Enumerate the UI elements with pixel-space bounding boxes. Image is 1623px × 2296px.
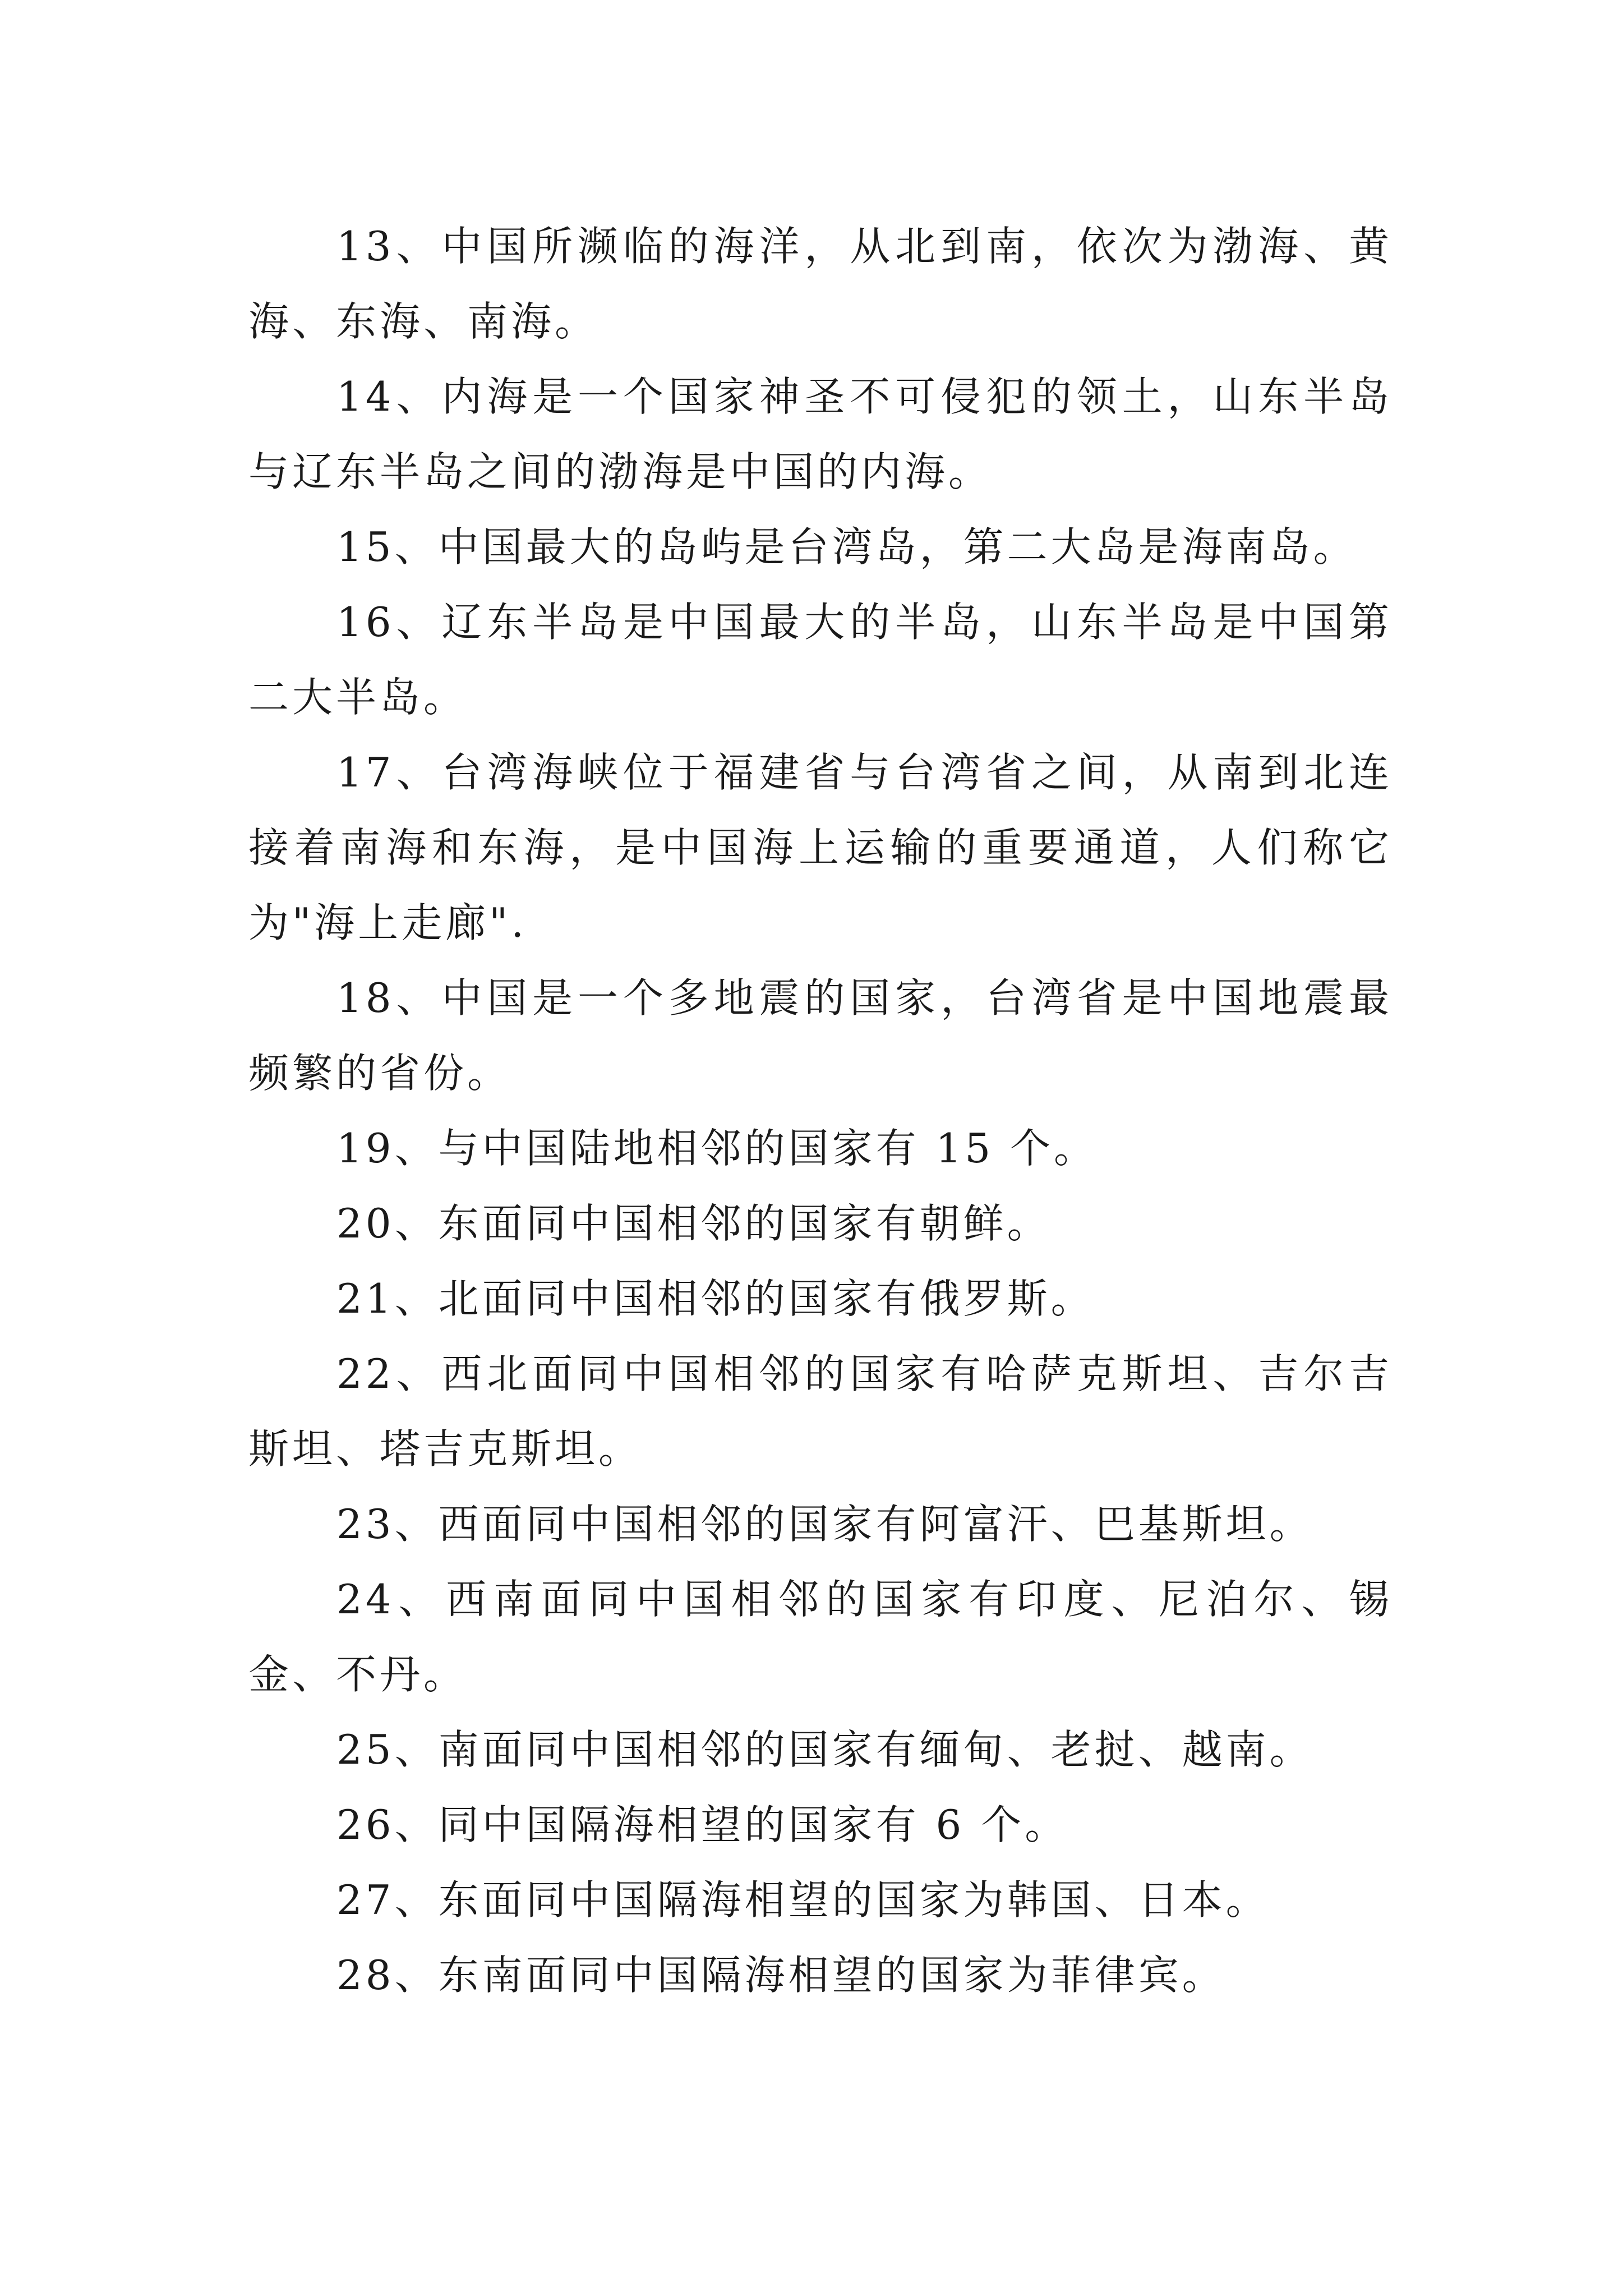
paragraph-17: 17、台湾海峡位于福建省与台湾省之间，从南到北连接着南海和东海，是中国海上运输的重要通道，人们称它为"海上走廊".	[248, 749, 1393, 946]
paragraph-16: 16、辽东半岛是中国最大的半岛，山东半岛是中国第二大半岛。	[248, 599, 1393, 721]
paragraph-27: 27、东面同中国隔海相望的国家为韩国、日本。	[336, 1876, 1270, 1924]
paragraph-24: 24、西南面同中国相邻的国家有印度、尼泊尔、锡金、不丹。	[248, 1576, 1393, 1698]
paragraph-15: 15、中国最大的岛屿是台湾岛，第二大岛是海南岛。	[336, 523, 1357, 570]
paragraph-13: 13、中国所濒临的海洋，从北到南，依次为渤海、黄海、东海、南海。	[248, 223, 1393, 345]
paragraph-14: 14、内海是一个国家神圣不可侵犯的领土，山东半岛与辽东半岛之间的渤海是中国的内海。	[248, 373, 1393, 495]
paragraph-18: 18、中国是一个多地震的国家，台湾省是中国地震最频繁的省份。	[248, 974, 1393, 1097]
body-text	[248, 209, 1393, 2013]
paragraph-25: 25、南面同中国相邻的国家有缅甸、老挝、越南。	[336, 1726, 1313, 1773]
paragraph-21: 21、北面同中国相邻的国家有俄罗斯。	[336, 1275, 1095, 1322]
paragraph-23: 23、西面同中国相邻的国家有阿富汗、巴基斯坦。	[336, 1501, 1313, 1548]
paragraph-22: 22、西北面同中国相邻的国家有哈萨克斯坦、吉尔吉斯坦、塔吉克斯坦。	[248, 1350, 1393, 1473]
paragraph-28: 28、东南面同中国隔海相望的国家为菲律宾。	[336, 1952, 1226, 1999]
paragraph-26: 26、同中国隔海相望的国家有 6 个。	[336, 1801, 1069, 1848]
paragraph-20: 20、东面同中国相邻的国家有朝鲜。	[336, 1200, 1051, 1247]
paragraph-19: 19、与中国陆地相邻的国家有 15 个。	[336, 1125, 1098, 1172]
